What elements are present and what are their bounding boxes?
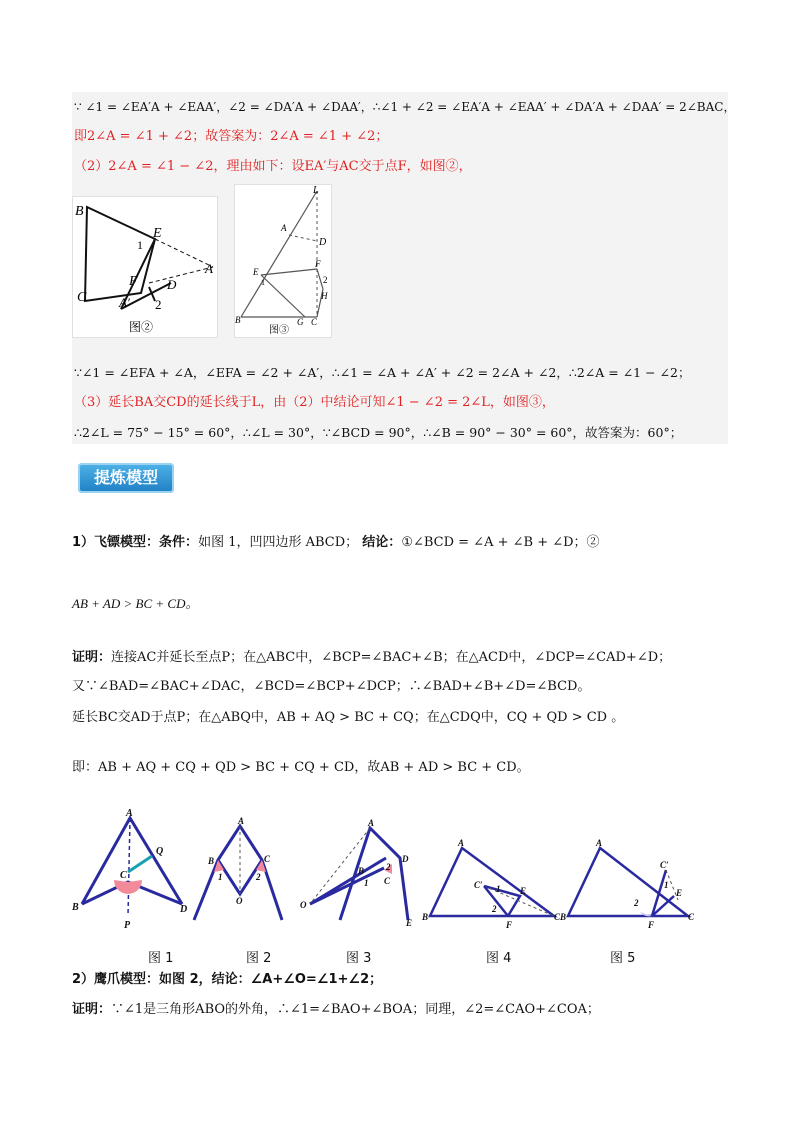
svg-text:B: B [72,902,79,913]
svg-text:F: F [506,920,513,930]
svg-text:2: 2 [256,872,261,882]
model-1-concl-label: 结论： [362,535,402,550]
svg-text:2: 2 [634,898,639,908]
svg-text:1: 1 [137,238,143,252]
model-2-text: 如图 2，结论：∠A+∠O=∠1+∠2； [159,972,383,987]
svg-text:Q: Q [156,846,164,857]
svg-text:B: B [235,315,241,325]
figure-3-caption-main: 图 3 [346,951,372,966]
svg-text:1: 1 [218,872,223,882]
solution-line-4: ∵∠1 = ∠EFA + ∠A，∠EFA = ∠2 + ∠A′，∴∠1 = ∠A + ∠A′ + ∠2 = 2∠A + ∠2，∴2∠A = ∠1 − ∠2； [74,365,691,380]
figure-3-caption: 图③ [269,325,289,336]
solution-block [72,92,736,444]
svg-text:A: A [458,838,465,848]
solution-line-1: ∵ ∠1 = ∠EA′A + ∠EAA′，∠2 = ∠DA′A + ∠DAA′，∴∠1 + ∠2 = ∠EA′A + ∠EAA′ + ∠DA′A + ∠DAA′ = 2∠BAC， [74,100,736,114]
figure-3-circled [234,184,332,338]
model-2-proof-1-text: ∵∠1是三角形ABO的外角，∴∠1=∠BAO+∠BOA；同理，∠2=∠CAO+∠COA； [111,1002,600,1017]
figure-2-circled [72,196,218,338]
solution-line-3: （2）2∠A = ∠1 − ∠2，理由如下：设EA′与AC交于点F，如图②， [74,159,472,174]
svg-text:E: E [676,888,683,898]
figure-1 [82,818,182,916]
svg-text:A: A [368,818,375,828]
svg-text:F: F [315,259,321,269]
solution-line-5: （3）延长BA交CD的延长线于L，由（2）中结论可知∠1 − ∠2 = 2∠L，如图③， [74,395,555,410]
svg-text:B: B [208,856,215,866]
model-1-heading [72,533,600,553]
figure-2-caption: 图② [129,320,154,334]
svg-text:1: 1 [364,878,369,888]
svg-text:O: O [300,900,307,910]
model-1-title: 1）飞镖模型： [72,535,160,550]
figure-2-circled-diagram [73,197,217,337]
figure-3-circled-diagram [235,185,331,337]
svg-text:A: A [205,261,213,276]
figure-4-caption: 图 4 [486,951,512,966]
svg-text:F: F [129,274,138,289]
svg-text:E: E [153,226,162,241]
model-2-proof-line-1 [72,1000,600,1020]
model-2-title: 2）鹰爪模型： [72,972,160,987]
svg-text:E: E [406,918,413,928]
svg-text:E: E [253,267,259,277]
svg-text:2: 2 [155,297,162,312]
svg-text:A: A [126,808,133,819]
svg-text:C: C [384,876,391,886]
figure-5 [568,848,688,916]
svg-text:G: G [297,317,304,327]
svg-text:C′: C′ [660,860,669,870]
svg-text:B: B [75,204,84,219]
svg-text:C: C [554,912,561,922]
svg-text:D: D [319,237,327,248]
svg-text:C: C [264,854,271,864]
svg-text:L: L [313,185,319,196]
svg-text:C: C [120,870,127,881]
figure-5-caption: 图 5 [610,951,636,966]
svg-text:D: D [402,854,409,864]
model-1-concl-text: ①∠BCD = ∠A + ∠B + ∠D；② [401,535,600,550]
svg-text:2: 2 [386,862,391,872]
model-1-proof-line-3: 延长BC交AD于点P；在△ABQ中，AB + AQ > BC + CQ；在△CDQ中，CQ + QD > CD 。 [72,710,625,725]
svg-text:B: B [560,912,567,922]
svg-text:1: 1 [664,880,669,890]
model-1-cond-label: 条件： [159,535,199,550]
model-1-cond-text: 如图 1，凹四边形 ABCD； [198,535,359,550]
solution-line-2: 即2∠A = ∠1 + ∠2；故答案为：2∠A = ∠1 + ∠2； [74,129,389,144]
svg-text:A: A [281,223,287,233]
svg-text:A: A [596,838,603,848]
model-1-proof-line-1 [72,648,671,668]
model-figures [68,808,708,932]
model-1-proof-line-4: 即：AB + AQ + CQ + QD > BC + CQ + CD，故AB + AD > BC + CD。 [72,760,530,775]
solution-line-6: ∴2∠L = 75° − 15° = 60°，∴∠L = 30°，∵∠BCD = 90°，∴∠B = 90° − 30° = 60°，故答案为：60°； [74,425,683,440]
svg-text:B: B [422,912,429,922]
model-2-heading [72,970,382,990]
svg-text:1: 1 [496,884,501,894]
section-badge-model: 提炼模型 [78,463,174,493]
svg-text:F: F [648,920,655,930]
model-1-proof-line-2: 又∵∠BAD=∠BAC+∠DAC，∠BCD=∠BCP+∠DCP；∴∠BAD+∠B+∠D=∠BCD。 [72,679,591,694]
svg-text:P: P [124,920,131,931]
svg-text:C: C [311,317,318,327]
model-1-proof-label: 证明： [72,650,112,665]
model-2-proof-label: 证明： [72,1002,112,1017]
svg-text:C′: C′ [474,880,483,890]
svg-text:D: D [180,904,188,915]
svg-text:C: C [688,912,695,922]
svg-text:1: 1 [261,278,265,287]
model-1-proof-1-text: 连接AC并延长至点P；在△ABC中，∠BCP=∠BAC+∠B；在△ACD中，∠DCP=∠CAD+∠D； [111,650,672,665]
svg-text:A: A [238,816,245,826]
svg-text:E: E [520,886,527,896]
svg-text:2: 2 [323,275,328,285]
svg-text:O: O [236,896,243,906]
svg-text:D: D [167,277,177,292]
svg-text:B: B [358,866,365,876]
model-1-conclusion-2: AB + AD > BC + CD。 [72,596,199,611]
svg-text:2: 2 [492,904,497,914]
svg-text:H: H [321,291,328,301]
svg-text:C: C [77,290,87,305]
figure-2-caption-main: 图 2 [246,951,272,966]
figure-1-caption: 图 1 [148,951,174,966]
svg-text:A′: A′ [119,295,130,310]
